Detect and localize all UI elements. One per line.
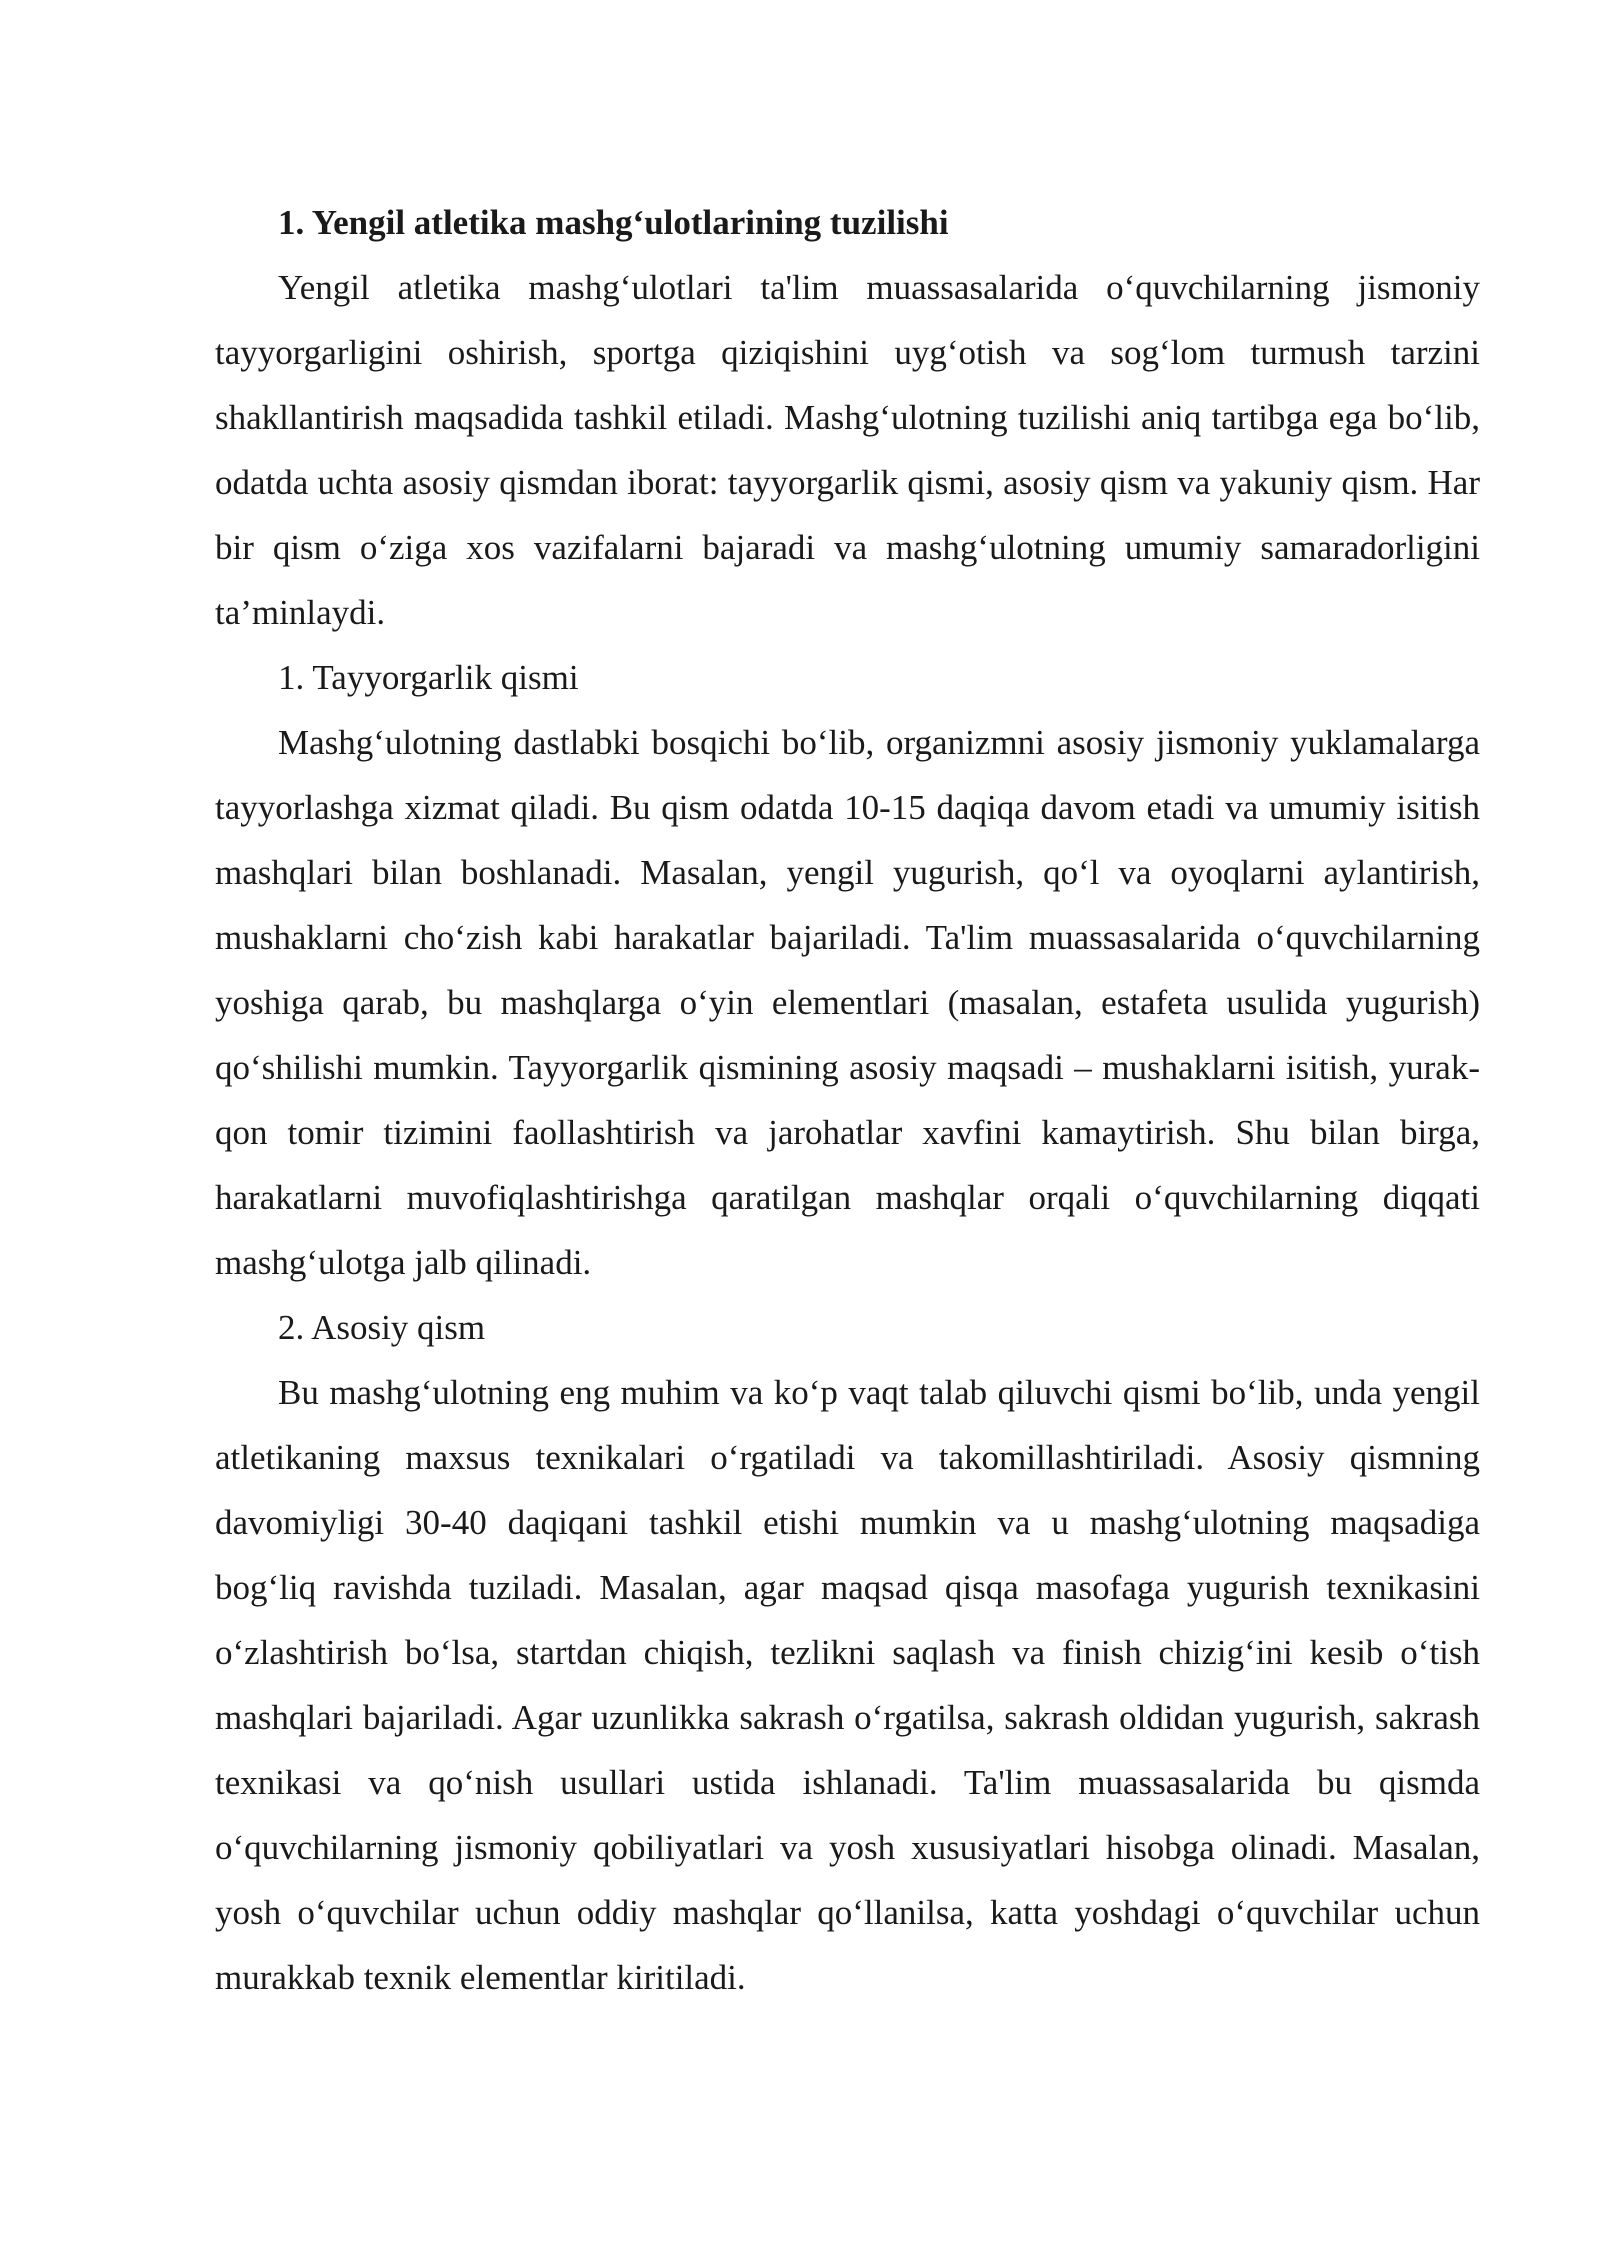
document-page [215, 190, 1480, 2010]
section-heading-preparatory: 1. Tayyorgarlik qismi [278, 658, 579, 697]
section-body-main: Bu mashg‘ulotning eng muhim va ko‘p vaqt talab qiluvchi qismi bo‘lib, unda yengil atletikaning maxsus texnikalari o‘rgatiladi va takomillashtiriladi. Asosiy qismning davomiyligi 30-40 daqiqani tashkil etishi mumkin va u mashg‘ulotning maqsadiga bog‘liq ravishda tuziladi. Masalan, agar maqsad qisqa masofaga yugurish texnikasini o‘zlashtirish bo‘lsa, startdan chiqish, tezlikni saqlash va finish chizig‘ini kesib o‘tish mashqlari bajariladi. Agar uzunlikka sakrash o‘rgatilsa, sakrash oldidan yugurish, sakrash texnikasi va qo‘nish usullari ustida ishlanadi. Ta'lim muassasalarida bu qismda o‘quvchilarning jismoniy qobiliyatlari va yosh xususiyatlari hisobga olinadi. Masalan, yosh o‘quvchilar uchun oddiy mashqlar qo‘llanilsa, katta yoshdagi o‘quvchilar uchun murakkab texnik elementlar kiritiladi. [215, 1373, 1480, 1997]
document-title: 1. Yengil atletika mashg‘ulotlarining tuzilishi [278, 203, 949, 242]
section-heading-main: 2. Asosiy qism [278, 1308, 486, 1347]
section-body-preparatory: Mashg‘ulotning dastlabki bosqichi bo‘lib, organizmni asosiy jismoniy yuklamalarga tayyorlashga xizmat qiladi. Bu qism odatda 10-15 daqiqa davom etadi va umumiy isitish mashqlari bilan boshlanadi. Masalan, yengil yugurish, qo‘l va oyoqlarni aylantirish, mushaklarni cho‘zish kabi harakatlar bajariladi. Ta'lim muassasalarida o‘quvchilarning yoshiga qarab, bu mashqlarga o‘yin elementlari (masalan, estafeta usulida yugurish) qo‘shilishi mumkin. Tayyorgarlik qismining asosiy maqsadi – mushaklarni isitish, yurak-qon tomir tizimini faollashtirish va jarohatlar xavfini kamaytirish. Shu bilan birga, harakatlarni muvofiqlashtirishga qaratilgan mashqlar orqali o‘quvchilarning diqqati mashg‘ulotga jalb qilinadi. [215, 723, 1480, 1282]
intro-paragraph: Yengil atletika mashg‘ulotlari ta'lim muassasalarida o‘quvchilarning jismoniy tayyorgarligini oshirish, sportga qiziqishini uyg‘otish va sog‘lom turmush tarzini shakllantirish maqsadida tashkil etiladi. Mashg‘ulotning tuzilishi aniq tartibga ega bo‘lib, odatda uchta asosiy qismdan iborat: tayyorgarlik qismi, asosiy qism va yakuniy qism. Har bir qism o‘ziga xos vazifalarni bajaradi va mashg‘ulotning umumiy samaradorligini ta’minlaydi. [215, 268, 1480, 632]
